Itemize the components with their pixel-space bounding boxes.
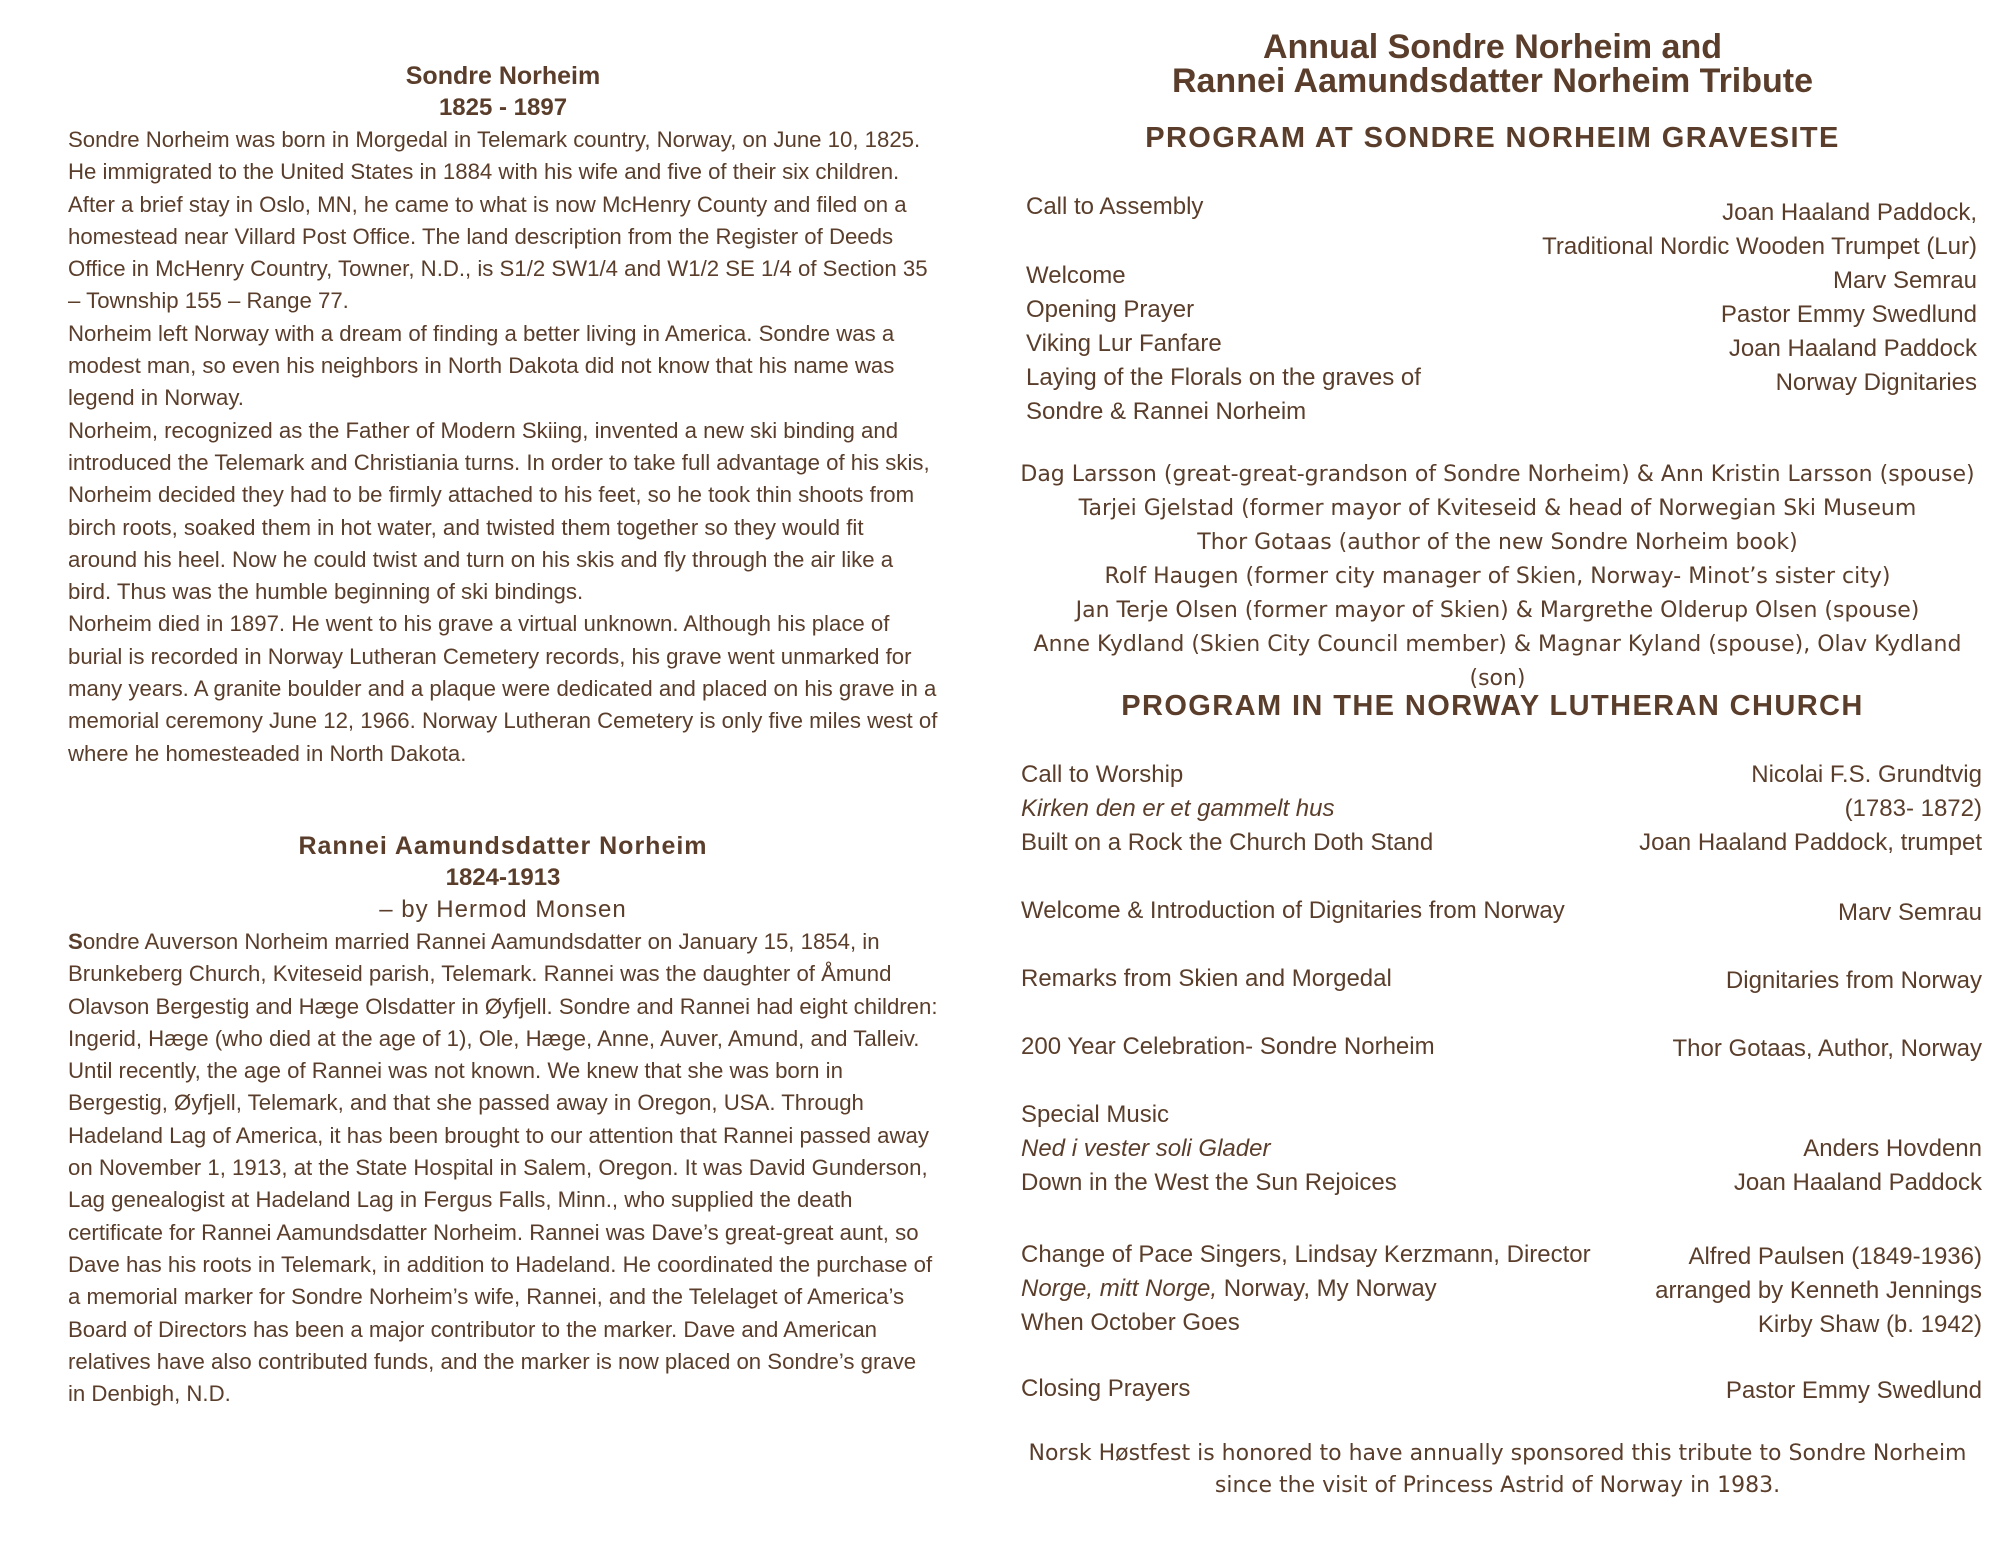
dignitary-line: Tarjei Gjelstad (former mayor of Kviteseid & head of Norwegian Ski Museum (1078, 496, 1917, 521)
sondre-paragraph-3: Norheim, recognized as the Father of Modern Skiing, invented a new ski binding and introduced the Telemark and Christiania turns. In order to take full advantage of his skis, Norheim decided they had to be firmly attached to his feet, so he took thin shoots from birch roots, soaked them in hot water, and twisted them together so they would fit around his heel. Now he could twist and turn on his skis and fly through the air like a bird. Thus was the humble beginning of ski bindings. (68, 417, 930, 605)
tribute-title-line-2: Rannei Aamundsdatter Norheim Tribute (1171, 62, 1814, 100)
church-performer: Marv Semrau (1837, 899, 1982, 926)
church-performer: Joan Haaland Paddock, trumpet (1639, 829, 1982, 856)
church-item (1021, 1132, 1270, 1166)
rannei-byline: – by Hermod Monsen (379, 896, 627, 923)
dignitary-line: Jan Terje Olsen (former mayor of Skien) & Margrethe Olderup Olsen (spouse) (1075, 598, 1920, 623)
gravesite-performer: Joan Haaland Paddock, (1722, 199, 1977, 226)
gravesite-item: Welcome (1026, 262, 1126, 289)
dignitaries-list (1010, 458, 1985, 696)
dignitary-line: Anne Kydland (Skien City Council member) & Magnar Kyland (spouse), Olav Kydland (son) (1033, 632, 1962, 691)
church-item: Built on a Rock the Church Doth Stand (1021, 829, 1434, 856)
church-performer: Nicolai F.S. Grundtvig (1751, 761, 1982, 788)
sondre-bio (68, 60, 938, 770)
dignitary-line: Thor Gotaas (author of the new Sondre Norheim book) (1197, 530, 1798, 555)
rannei-bio (68, 830, 938, 1410)
dignitary-line: Rolf Haugen (former city manager of Skien, Norway- Minot’s sister city) (1104, 564, 1891, 589)
church-item (1021, 1272, 1437, 1306)
gravesite-performer: Traditional Nordic Wooden Trumpet (Lur) (1542, 233, 1977, 260)
gravesite-performer: Norway Dignitaries (1775, 369, 1977, 396)
rannei-paragraph-1-text: ondre Auverson Norheim married Rannei Aamundsdatter on January 15, 1854, in Brunkeberg Church, Kviteseid parish, Telemark. Rannei was the daughter of Åmund Olavson Bergestig and Hæge Olsdatter in Øyfjell. Sondre and Rannei had eight children: Ingerid, Hæge (who died at the age of 1), Ole, Hæge, Anne, Auver, Amund, and Talleiv. (68, 929, 938, 1051)
gravesite-item: Sondre & Rannei Norheim (1026, 398, 1307, 425)
church-program (1021, 758, 1982, 1404)
church-item: Welcome & Introduction of Dignitaries from Norway (1021, 897, 1565, 924)
gravesite-heading: PROGRAM AT SONDRE NORHEIM GRAVESITE (1145, 122, 1840, 154)
sondre-paragraph-4: Norheim died in 1897. He went to his grave a virtual unknown. Although his place of burial is recorded in Norway Lutheran Cemetery records, his grave went unmarked for many years. A granite boulder and a plaque were dedicated and placed on his grave in a memorial ceremony June 12, 1966. Norway Lutheran Cemetery is only five miles west of where he homesteaded in North Dakota. (68, 611, 938, 766)
song-title-translation: Norway, My Norway (1217, 1275, 1437, 1302)
gravesite-performer: Marv Semrau (1832, 267, 1977, 294)
sondre-years: 1825 - 1897 (438, 94, 568, 121)
church-performer: Pastor Emmy Swedlund (1725, 1377, 1982, 1404)
church-item: Change of Pace Singers, Lindsay Kerzmann, Director (1021, 1241, 1591, 1268)
gravesite-performer: Pastor Emmy Swedlund (1720, 301, 1977, 328)
gravesite-item: Laying of the Florals on the graves of (1026, 364, 1421, 391)
song-title: Norge, mitt Norge, (1021, 1275, 1218, 1302)
rannei-drop-letter: S (68, 929, 83, 954)
gravesite-program (1026, 190, 1977, 435)
rannei-paragraph-1 (68, 926, 938, 1055)
sponsor-note-line-2: since the visit of Princess Astrid of Norway in 1983. (1214, 1473, 1781, 1498)
church-performer: (1783- 1872) (1844, 795, 1982, 822)
church-performer: Dignitaries from Norway (1725, 967, 1982, 994)
church-item: Call to Worship (1021, 761, 1184, 788)
gravesite-performer: Joan Haaland Paddock (1728, 335, 1977, 362)
tribute-title-line-1: Annual Sondre Norheim and (1262, 28, 1723, 66)
sponsor-note (1010, 1438, 1985, 1502)
dignitary-line: Dag Larsson (great-great-grandson of Sondre Norheim) & Ann Kristin Larsson (spouse) (1020, 462, 1975, 487)
gravesite-item: Call to Assembly (1026, 193, 1204, 220)
church-heading: PROGRAM IN THE NORWAY LUTHERAN CHURCH (1121, 690, 1864, 722)
church-performer: Joan Haaland Paddock (1733, 1169, 1982, 1196)
church-performer: Alfred Paulsen (1849-1936) (1688, 1243, 1982, 1270)
church-performer: Thor Gotaas, Author, Norway (1672, 1035, 1982, 1062)
church-item: Down in the West the Sun Rejoices (1021, 1169, 1397, 1196)
rannei-years: 1824-1913 (445, 864, 561, 891)
rannei-paragraph-2: Until recently, the age of Rannei was not known. We knew that she was born in Bergestig, Øyfjell, Telemark, and that she passed away in Oregon, USA. Through Hadeland Lag of America, it has been brought to our attention that Rannei passed away on November 1, 1913, at the State Hospital in Salem, Oregon. It was David Gunderson, Lag genealogist at Hadeland Lag in Fergus Falls, Minn., who supplied the death certificate for Rannei Aamundsdatter Norheim. Rannei was Dave’s great-great aunt, so Dave has his roots in Telemark, in addition to Hadeland. He coordinated the purchase of a memorial marker for Sondre Norheim’s wife, Rannei, and the Telelaget of America’s Board of Directors has been a major contributor to the marker. Dave and American relatives have also contributed funds, and the marker is now placed on Sondre’s grave in Denbigh, N.D. (68, 1058, 933, 1407)
hymn-title: Kirken den er et gammelt hus (1021, 795, 1335, 822)
church-item: Remarks from Skien and Morgedal (1021, 965, 1392, 992)
gravesite-heading-wrap (1010, 122, 1975, 155)
church-performer: arranged by Kenneth Jennings (1655, 1277, 1982, 1304)
church-item: Closing Prayers (1021, 1375, 1191, 1402)
sondre-paragraph-1: Sondre Norheim was born in Morgedal in Telemark country, Norway, on June 10, 1825. He immigrated to the United States in 1884 with his wife and five of their six children. After a brief stay in Oslo, MN, he came to what is now McHenry County and filed on a homestead near Villard Post Office. The land description from the Register of Deeds Office in McHenry Country, Towner, N.D., is S1/2 SW1/4 and W1/2 SE 1/4 of Section 35 – Township 155 – Range 77. (68, 127, 928, 314)
rannei-name: Rannei Aamundsdatter Norheim (298, 832, 708, 860)
sponsor-note-line-1: Norsk Høstfest is honored to have annually sponsored this tribute to Sondre Norheim (1028, 1441, 1967, 1466)
sondre-paragraph-2: Norheim left Norway with a dream of finding a better living in America. Sondre was a modest man, so even his neighbors in North Dakota did not know that his name was legend in Norway. (68, 320, 895, 411)
church-performer: Kirby Shaw (b. 1942) (1757, 1311, 1982, 1338)
gravesite-item: Viking Lur Fanfare (1026, 330, 1222, 357)
sondre-name: Sondre Norheim (405, 62, 601, 90)
church-item: 200 Year Celebration- Sondre Norheim (1021, 1033, 1435, 1060)
church-item: Special Music (1021, 1101, 1170, 1128)
church-item: When October Goes (1021, 1309, 1240, 1336)
church-performer: Anders Hovdenn (1803, 1135, 1982, 1162)
song-title: Ned i vester soli Glader (1021, 1135, 1271, 1162)
church-item (1021, 792, 1335, 826)
tribute-title (1010, 30, 1975, 98)
church-heading-wrap (1010, 690, 1975, 723)
gravesite-item: Opening Prayer (1026, 296, 1195, 323)
